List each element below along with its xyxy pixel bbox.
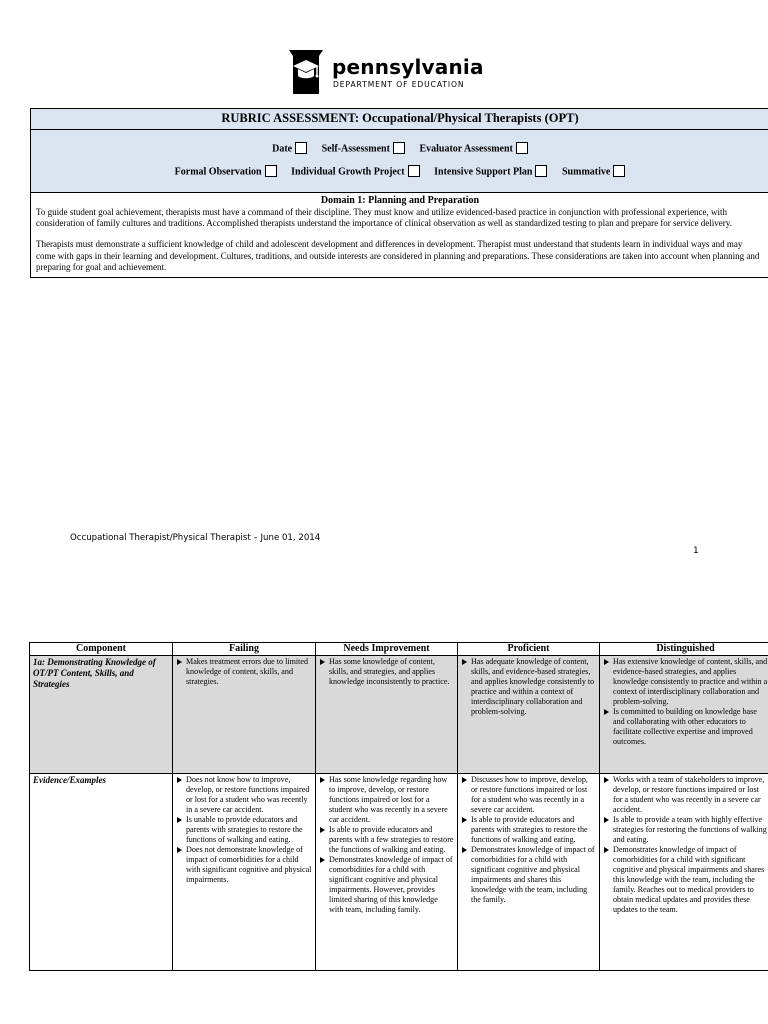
page-number: 1 xyxy=(693,546,699,556)
option-intensive-support-plan: Intensive Support Plan xyxy=(434,166,547,178)
list-item: Does not demonstrate knowledge of impact of comorbidities for a child with significant cognitive and physical impairments. xyxy=(176,845,312,885)
domain-paragraph-1: To guide student goal achievement, therapists must have a command of their discipline. They must know and utilize evidenced-based practice in conjunction with professional experience, with consideration of family cultures and traditions. Accomplished therapists understand the importance of clinical observation as well as standardized testing to plan and prepare for service delivery. xyxy=(36,207,732,229)
options-line-2 xyxy=(31,166,768,178)
header-failing: Failing xyxy=(173,643,316,656)
proficient-cell xyxy=(458,656,600,774)
list-item: Has adequate knowledge of content, skills, and evidence-based strategies, and applies knowledge consistently to practice and within a context of interdisciplinary collaboration and problem-solving. xyxy=(461,657,596,717)
list-item: Demonstrates knowledge of impact of comorbidities for a child with significant cognitive and physical impairments and shares this knowledge with the team, including the family. Reaches out to medical providers to obtain medical updates and provides these updates to the team. xyxy=(603,845,768,915)
option-individual-growth-project: Individual Growth Project xyxy=(291,166,420,178)
table-row xyxy=(30,656,768,774)
self-assessment-checkbox[interactable] xyxy=(393,142,405,154)
list-item: Has extensive knowledge of content, skills, and evidence-based strategies, and applies knowledge consistently to practice and within a context of interdisciplinary collaboration and problem-solving. xyxy=(603,657,768,707)
list-item: Is able to provide educators and parents with strategies to restore the functions of walking and eating. xyxy=(461,815,596,845)
header-needs-improvement: Needs Improvement xyxy=(316,643,458,656)
failing-cell xyxy=(173,774,316,971)
header-proficient: Proficient xyxy=(458,643,600,656)
list-item: Is able to provide a team with highly effective strategies for restoring the functions of walking and eating. xyxy=(603,815,768,845)
list-item: Does not know how to improve, develop, or restore functions impaired or lost for a student who was recently in a severe car accident. xyxy=(176,775,312,815)
options-line-1 xyxy=(31,143,768,155)
formal-observation-checkbox[interactable] xyxy=(265,165,277,177)
option-summative: Summative xyxy=(562,166,625,178)
option-self-assessment: Self-Assessment xyxy=(322,143,405,155)
header-component: Component xyxy=(30,643,173,656)
rubric-header-box xyxy=(30,108,768,278)
list-item: Makes treatment errors due to limited knowledge of content, skills, and strategies. xyxy=(176,657,312,687)
table-row xyxy=(30,774,768,971)
list-item: Demonstrates knowledge of impact of comorbidities for a child with significant cognitive and physical impairments. However, provides limited sharing of this knowledge with team, including family. xyxy=(319,855,454,915)
option-evaluator-assessment: Evaluator Assessment xyxy=(419,143,527,155)
needs-improvement-cell xyxy=(316,774,458,971)
list-item: Works with a team of stakeholders to improve, develop, or restore functions impaired or lost for a student who was recently in a severe car accident. xyxy=(603,775,768,815)
list-item: Has some knowledge regarding how to improve, develop, or restore functions impaired or lost for a student who was recently in a severe car accident. xyxy=(319,775,454,825)
failing-cell xyxy=(173,656,316,774)
logo-department: DEPARTMENT OF EDUCATION xyxy=(333,80,465,89)
pennsylvania-logo xyxy=(286,48,482,96)
distinguished-cell xyxy=(600,656,768,774)
rubric-table xyxy=(29,642,768,971)
option-date: Date xyxy=(272,143,307,155)
distinguished-cell xyxy=(600,774,768,971)
domain-paragraph-2: Therapists must demonstrate a sufficient knowledge of child and adolescent development and differences in development. Therapist must understand that students learn in individual ways and may come with gaps in their learning and development. Cultures, traditions, and outside interests are considered in planning and preparations. These considerations are taken into account when planning and preparing for goal and achievement. xyxy=(36,239,760,272)
option-formal-observation: Formal Observation xyxy=(175,166,277,178)
individual-growth-project-checkbox[interactable] xyxy=(408,165,420,177)
logo-wordmark: pennsylvania xyxy=(332,55,484,79)
needs-improvement-cell xyxy=(316,656,458,774)
assessment-options xyxy=(31,130,768,193)
list-item: Is able to provide educators and parents with a few strategies to restore the functions of walking and eating. xyxy=(319,825,454,855)
list-item: Discusses how to improve, develop, or restore functions impaired or lost for a student who was recently in a severe car accident. xyxy=(461,775,596,815)
list-item: Is unable to provide educators and parents with strategies to restore the functions of walking and eating. xyxy=(176,815,312,845)
table-header-row xyxy=(30,643,768,656)
list-item: Is committed to building on knowledge base and collaborating with other educators to facilitate collective expertise and improved outcomes. xyxy=(603,707,768,747)
evaluator-assessment-checkbox[interactable] xyxy=(516,142,528,154)
intensive-support-plan-checkbox[interactable] xyxy=(535,165,547,177)
page-footer: Occupational Therapist/Physical Therapist – June 01, 2014 xyxy=(70,533,321,543)
list-item: Demonstrates knowledge of impact of comorbidities for a child with significant cognitive and physical impairments and shares this knowledge with the team, including the family. xyxy=(461,845,596,905)
header-distinguished: Distinguished xyxy=(600,643,768,656)
component-cell: 1a: Demonstrating Knowledge of OT/PT Content, Skills, and Strategies xyxy=(30,656,173,774)
summative-checkbox[interactable] xyxy=(613,165,625,177)
list-item: Has some knowledge of content, skills, and strategies, and applies knowledge inconsistently to practice. xyxy=(319,657,454,687)
component-cell: Evidence/Examples xyxy=(30,774,173,971)
keystone-graduation-cap-icon xyxy=(286,48,326,96)
rubric-title: RUBRIC ASSESSMENT: Occupational/Physical Therapists (OPT) xyxy=(31,109,768,130)
proficient-cell xyxy=(458,774,600,971)
domain-section xyxy=(31,193,768,277)
date-checkbox[interactable] xyxy=(295,142,307,154)
domain-title: Domain 1: Planning and Preparation xyxy=(320,195,480,206)
